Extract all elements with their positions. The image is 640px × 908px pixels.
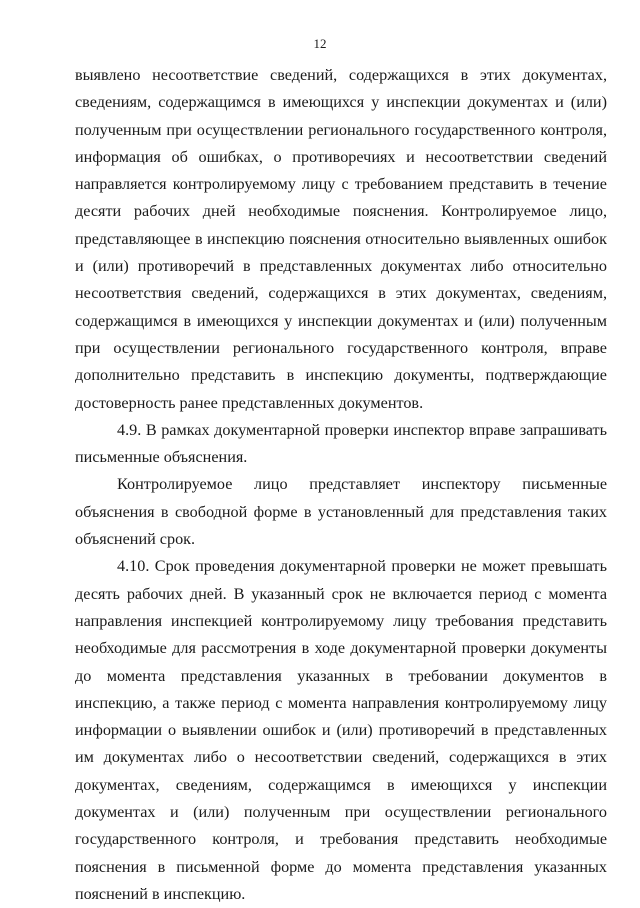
paragraph-4-9: 4.9. В рамках документарной проверки инспектор вправе запрашивать письменные объяснения. xyxy=(75,420,607,467)
paragraph-4-10: 4.10. Срок проведения документарной проверки не может превышать десять рабочих дней. В указанный срок не включается период с момента направления инспекцией контролируемому лицу требования представить необходимые для рассмотрения в ходе документарной проверки документы до момента представления указанных в требовании документов в инспекцию, а также период с момента направления контролируемому лицу информации о выявлении ошибок и (или) противоречий в представленных им документах либо о несоответствии сведений, содержащихся в этих документах, сведениям, содержащимся в имеющихся у инспекции документах и (или) полученным при осуществлении регионального государственного контроля, и требования представить необходимые пояснения в письменной форме до момента представления указанных пояснений в инспекцию. xyxy=(75,557,607,903)
paragraph-written-explanations: Контролируемое лицо представляет инспектору письменные объяснения в свободной форме в установленный для представления таких объяснений срок. xyxy=(75,475,607,549)
paragraph-continuation: выявлено несоответствие сведений, содержащихся в этих документах, сведениям, содержащимся в имеющихся у инспекции документах и (или) полученным при осуществлении регионального государственного контроля, информация об ошибках, о противоречиях и несоответствии сведений направляется контролируемому лицу с требованием представить в течение десяти рабочих дней необходимые пояснения. Контролируемое лицо, представляющее в инспекцию пояснения относительно выявленных ошибок и (или) противоречий в представленных документах либо относительно несоответствия сведений, содержащихся в этих документах, сведениям, содержащимся в имеющихся у инспекции документах и (или) полученным при осуществлении регионального государственного контроля, вправе дополнительно представить в инспекцию документы, подтверждающие достоверность ранее представленных документов. xyxy=(75,66,607,412)
document-body xyxy=(75,62,607,908)
page-number: 12 xyxy=(313,36,327,51)
